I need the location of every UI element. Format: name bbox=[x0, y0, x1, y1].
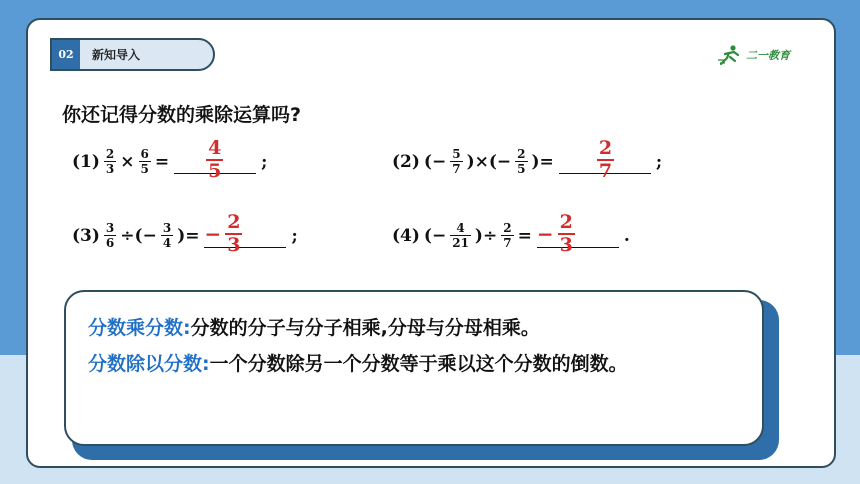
page-question: 你还记得分数的乘除运算吗? bbox=[62, 104, 302, 126]
denominator: 21 bbox=[452, 236, 469, 250]
numerator: 3 bbox=[162, 221, 172, 235]
operator: = bbox=[517, 225, 532, 246]
numerator: 4 bbox=[456, 221, 465, 235]
answer-numerator: 2 bbox=[598, 136, 613, 159]
answer-fraction bbox=[597, 136, 614, 182]
answer-denominator: 7 bbox=[598, 159, 613, 182]
problem-3 bbox=[70, 210, 300, 256]
operator: ÷(− bbox=[120, 225, 157, 246]
answer-fraction bbox=[225, 210, 242, 256]
rule-multiply-key: 分数乘分数: bbox=[88, 317, 191, 339]
operator: (− bbox=[423, 151, 447, 172]
problem-4 bbox=[390, 210, 632, 256]
section-tag bbox=[50, 38, 215, 71]
operator: )= bbox=[531, 151, 554, 172]
problem-label: (1) bbox=[72, 151, 100, 172]
brand-logo bbox=[718, 42, 790, 68]
rule-divide-text: 一个分数除另一个分数等于乘以这个分数的倒数。 bbox=[209, 353, 628, 375]
answer-fraction bbox=[558, 210, 575, 256]
denominator: 5 bbox=[140, 162, 149, 176]
answer-sign: − bbox=[536, 221, 554, 246]
fraction bbox=[515, 148, 527, 175]
problem-end: ; bbox=[261, 151, 268, 172]
rule-multiply-text: 分数的分子与分子相乘,分母与分母相乘。 bbox=[190, 317, 540, 339]
problem-label: (4) bbox=[392, 225, 420, 246]
rule-divide bbox=[88, 346, 740, 382]
problem-end: . bbox=[623, 225, 630, 246]
section-number: 02 bbox=[52, 40, 80, 69]
answer-denominator: 5 bbox=[208, 159, 222, 182]
rule-multiply bbox=[88, 310, 740, 346]
numerator: 3 bbox=[105, 221, 115, 235]
answer bbox=[593, 136, 616, 182]
section-title: 新知导入 bbox=[92, 48, 141, 62]
answer-blank bbox=[204, 210, 286, 256]
answer-numerator: 4 bbox=[208, 136, 222, 159]
fraction bbox=[104, 222, 116, 249]
answer-blank bbox=[536, 210, 619, 256]
operator: (− bbox=[423, 225, 447, 246]
fraction bbox=[161, 222, 173, 249]
answer-denominator: 3 bbox=[227, 233, 241, 256]
answer-denominator: 3 bbox=[559, 233, 573, 256]
denominator: 6 bbox=[105, 236, 115, 250]
answer-numerator: 2 bbox=[559, 210, 573, 233]
denominator: 3 bbox=[105, 162, 115, 176]
fraction bbox=[450, 148, 462, 175]
numerator: 5 bbox=[452, 147, 461, 161]
operator: )×(− bbox=[466, 151, 512, 172]
answer-blank bbox=[559, 136, 651, 182]
denominator: 5 bbox=[517, 162, 526, 176]
fraction bbox=[501, 222, 513, 249]
problem-1 bbox=[70, 136, 269, 182]
problem-label: (2) bbox=[392, 151, 420, 172]
rule-divide-key: 分数除以分数: bbox=[88, 353, 210, 375]
problem-end: ; bbox=[655, 151, 663, 172]
answer-blank bbox=[174, 136, 256, 182]
numerator: 6 bbox=[140, 147, 149, 161]
numerator: 2 bbox=[517, 147, 526, 161]
numerator: 2 bbox=[105, 147, 115, 161]
runner-icon bbox=[718, 44, 742, 66]
denominator: 7 bbox=[503, 236, 512, 250]
denominator: 4 bbox=[162, 236, 172, 250]
problem-2 bbox=[390, 136, 664, 182]
operator: )÷ bbox=[474, 225, 498, 246]
answer-sign: − bbox=[204, 221, 222, 246]
answer-fraction bbox=[206, 136, 223, 182]
rules-box bbox=[64, 290, 764, 446]
answer bbox=[204, 210, 244, 256]
denominator: 7 bbox=[452, 162, 461, 176]
operator: × bbox=[120, 151, 135, 172]
fraction bbox=[139, 148, 151, 175]
fraction bbox=[104, 148, 116, 175]
answer-numerator: 2 bbox=[227, 210, 241, 233]
operator: )= bbox=[177, 225, 200, 246]
numerator: 2 bbox=[503, 221, 512, 235]
operator: = bbox=[154, 151, 170, 172]
problem-label: (3) bbox=[72, 225, 100, 246]
logo-text: 二一教育 bbox=[746, 49, 790, 62]
answer bbox=[536, 210, 577, 256]
fraction bbox=[450, 222, 471, 249]
problem-end: ; bbox=[291, 225, 298, 246]
answer bbox=[202, 136, 225, 182]
